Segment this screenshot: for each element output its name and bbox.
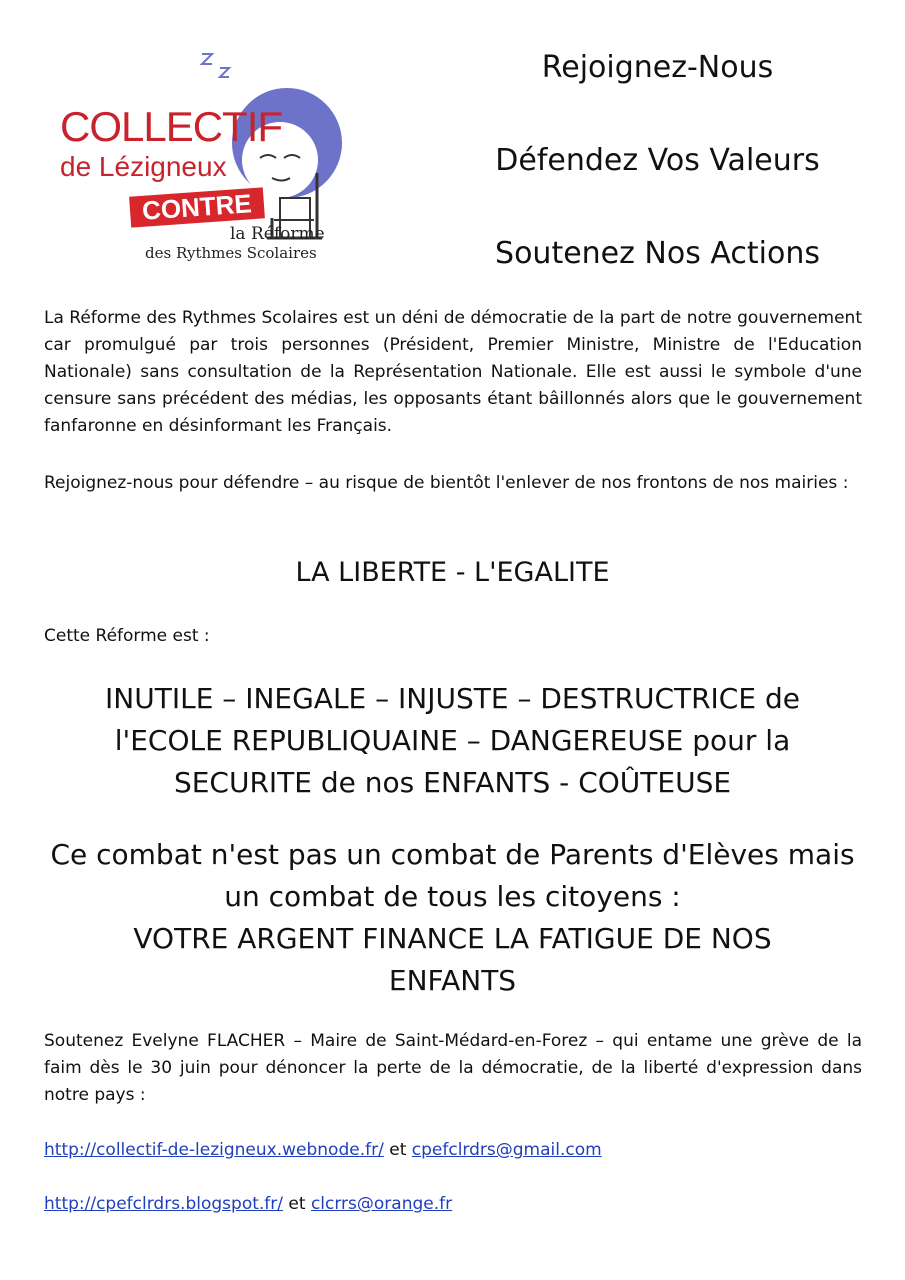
combat-statement <box>30 834 875 1002</box>
collectif-website-link[interactable]: http://collectif-de-lezigneux.webnode.fr/ <box>44 1140 384 1160</box>
motto-liberte-egalite: LA LIBERTE - L'EGALITE <box>295 557 610 588</box>
combat-line-2: un combat de tous les citoyens : <box>224 880 681 913</box>
header-rejoignez: Rejoignez-Nous <box>541 50 774 85</box>
orange-email-link[interactable]: clcrrs@orange.fr <box>310 1194 453 1214</box>
combat-line-4: ENFANTS <box>388 964 517 997</box>
combat-line-1: Ce combat n'est pas un combat de Parents d'Elèves mais <box>50 838 855 871</box>
logo-contre-badge: CONTRE <box>129 187 265 228</box>
paragraph-rejoignez: Rejoignez-nous pour défendre – au risque de bientôt l'enlever de nos frontons de nos mairies : <box>44 473 849 493</box>
combat-line-3: VOTRE ARGENT FINANCE LA FATIGUE DE NOS <box>133 922 772 955</box>
reform-line-2: l'ECOLE REPUBLIQUAINE – DANGEREUSE pour la <box>114 724 791 757</box>
logo-rythmes-text: des Rythmes Scolaires <box>145 244 317 262</box>
header-soutenez: Soutenez Nos Actions <box>495 236 820 271</box>
collectif-logo <box>52 48 382 278</box>
blogspot-link[interactable]: http://cpefclrdrs.blogspot.fr/ <box>44 1194 283 1214</box>
links-et-1: et <box>383 1140 412 1160</box>
links-row-2 <box>44 1194 452 1214</box>
logo-lezigneux-text: de Lézigneux <box>60 151 227 182</box>
links-row-1 <box>44 1140 602 1160</box>
paragraph-reforme-est: Cette Réforme est : <box>44 626 210 646</box>
logo-collectif-text: COLLECTIF <box>60 103 283 150</box>
paragraph-soutenez-flacher: Soutenez Evelyne FLACHER – Maire de Saint-Médard-en-Forez – qui entame une grève de la faim dès le 30 juin pour dénoncer la perte de la démocratie, de la liberté d'expression dans notre pays : <box>44 1031 862 1105</box>
reform-line-3: SECURITE de nos ENFANTS - COÛTEUSE <box>173 766 732 799</box>
logo-reforme-text: la Réforme <box>230 224 325 244</box>
links-et-2: et <box>283 1194 311 1214</box>
gmail-email-link[interactable]: cpefclrdrs@gmail.com <box>411 1140 602 1160</box>
reform-qualifiers <box>30 678 875 804</box>
paragraph-intro: La Réforme des Rythmes Scolaires est un déni de démocratie de la part de notre gouvernement car promulgué par trois personnes (Président, Premier Ministre, Ministre de l'Education Nationale) sans consultation de la Représentation Nationale. Elle est aussi le symbole d'une censure sans précédent des médias, les opposants étant bâillonnés alors que le gouvernement fanfaronne en désinformant les Français. <box>44 308 862 436</box>
header-defendez: Défendez Vos Valeurs <box>495 143 820 178</box>
reform-line-1: INUTILE – INEGALE – INJUSTE – DESTRUCTRICE de <box>105 682 800 715</box>
